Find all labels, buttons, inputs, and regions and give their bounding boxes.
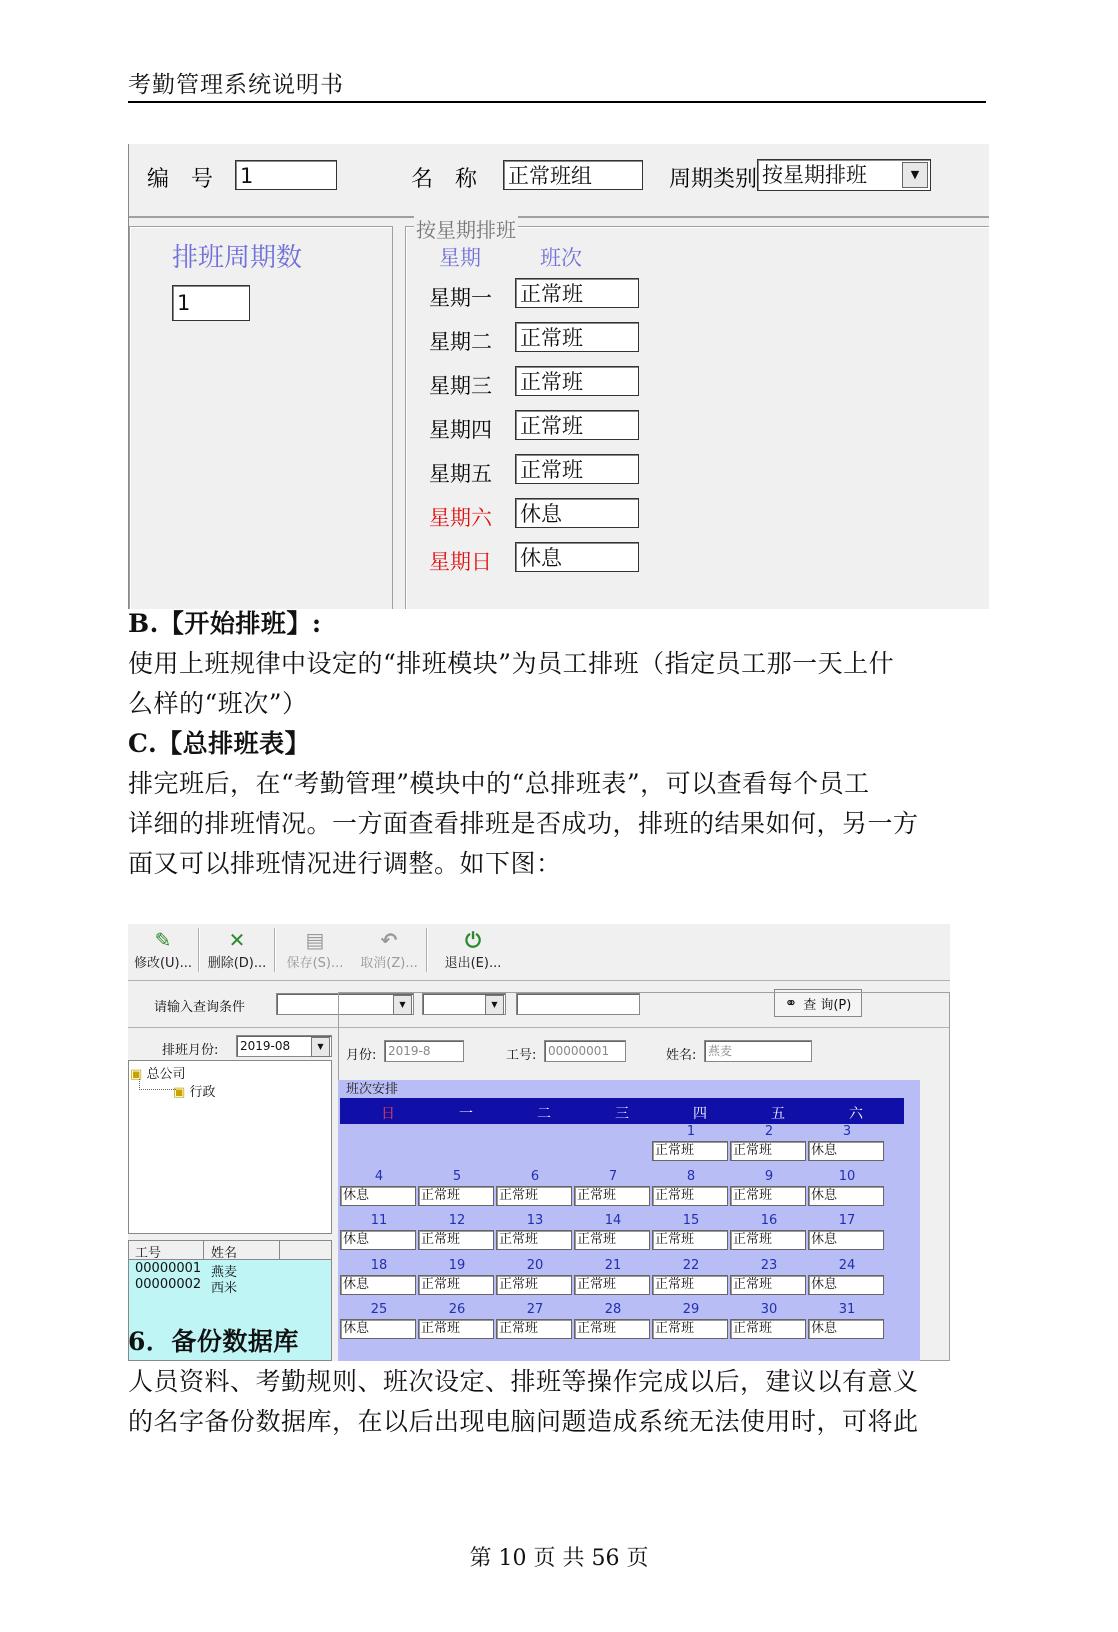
calendar-shift-cell[interactable]: 休息 xyxy=(340,1186,416,1206)
weekday-header-cell: 一 xyxy=(459,1106,473,1122)
save-icon: ▤ xyxy=(305,928,325,952)
weekday-header-cell: 四 xyxy=(693,1106,707,1122)
calendar xyxy=(338,1080,920,1361)
month-select[interactable] xyxy=(236,1035,332,1057)
emp-id: 00000001 xyxy=(135,1261,202,1276)
col-shift-header: 班次 xyxy=(540,246,582,270)
para-c-line3: 面又可以排班情况进行调整。如下图： xyxy=(128,849,562,878)
emp-name: 西米 xyxy=(211,1281,238,1296)
calendar-day-number: 26 xyxy=(448,1302,466,1317)
tree-node-child[interactable] xyxy=(173,1081,215,1100)
calendar-shift-cell[interactable]: 正常班 xyxy=(730,1319,806,1339)
calendar-shift-cell[interactable]: 正常班 xyxy=(496,1186,572,1206)
calendar-shift-cell[interactable]: 正常班 xyxy=(652,1141,728,1161)
col-emp-name[interactable]: 姓名 xyxy=(211,1246,238,1261)
tree-root-label: 总公司 xyxy=(146,1067,186,1082)
calendar-shift-cell[interactable]: 正常班 xyxy=(418,1230,494,1250)
edit-icon: ✎ xyxy=(154,928,172,952)
calendar-day-number: 24 xyxy=(838,1257,856,1273)
calendar-shift-cell[interactable]: 休息 xyxy=(340,1230,416,1250)
calendar-shift-cell[interactable]: 正常班 xyxy=(574,1186,650,1206)
emp-name: 燕麦 xyxy=(211,1265,238,1280)
calendar-day-number: 13 xyxy=(526,1213,544,1228)
calendar-day-number: 11 xyxy=(370,1213,388,1228)
power-icon: ⏻ xyxy=(465,928,481,952)
toolbar-edit-button[interactable] xyxy=(128,928,198,976)
col-divider xyxy=(279,1241,280,1259)
folder-icon: ▣ xyxy=(173,1085,186,1100)
name-input[interactable]: 正常班组 xyxy=(503,160,643,190)
weekday-label: 星期一 xyxy=(429,286,492,310)
toolbar-undo-button[interactable] xyxy=(354,928,424,976)
calendar-day-number: 20 xyxy=(526,1257,544,1273)
chevron-down-icon[interactable]: ▼ xyxy=(311,1037,330,1057)
weekday-header-cell: 五 xyxy=(771,1106,785,1122)
toolbar-delete-button[interactable] xyxy=(202,928,272,976)
info-name-field: 燕麦 xyxy=(704,1040,812,1062)
weekday-header-cell: 三 xyxy=(615,1106,629,1122)
calendar-day-number: 7 xyxy=(608,1168,618,1184)
cycle-type-value: 按星期排班 xyxy=(762,163,867,187)
folder-icon: ▣ xyxy=(130,1067,143,1082)
weekly-schedule-group-title: 按星期排班 xyxy=(414,214,518,243)
toolbar-button-label: 删除(D)... xyxy=(207,956,267,971)
delete-icon: ✕ xyxy=(228,928,246,952)
shift-input[interactable]: 正常班 xyxy=(515,322,639,352)
shift-input[interactable]: 休息 xyxy=(515,542,639,572)
calendar-shift-cell[interactable]: 正常班 xyxy=(418,1275,494,1295)
toolbar-separator xyxy=(198,928,200,972)
calendar-shift-cell[interactable]: 休息 xyxy=(808,1186,884,1206)
toolbar-button-label: 修改(U)... xyxy=(133,956,193,971)
cycle-type-select[interactable] xyxy=(757,159,931,191)
doc-header-title: 考勤管理系统说明书 xyxy=(128,72,344,98)
calendar-shift-cell[interactable]: 休息 xyxy=(340,1319,416,1339)
calendar-shift-cell[interactable]: 休息 xyxy=(808,1141,884,1161)
chevron-down-icon[interactable]: ▼ xyxy=(393,995,412,1015)
cycle-count-panel xyxy=(129,226,393,609)
shift-input[interactable]: 正常班 xyxy=(515,410,639,440)
heading-6: 6．备份数据库 xyxy=(128,1327,299,1356)
calendar-shift-cell[interactable]: 正常班 xyxy=(496,1319,572,1339)
weekday-header-cell: 六 xyxy=(849,1106,863,1122)
chevron-down-icon[interactable]: ▼ xyxy=(485,995,504,1015)
shift-input[interactable]: 正常班 xyxy=(515,454,639,484)
toolbar-save-button[interactable] xyxy=(280,928,350,976)
table-row[interactable] xyxy=(129,1277,329,1296)
para-b-line1: 使用上班规律中设定的“排班模块”为员工排班（指定员工那一天上什 xyxy=(128,649,895,678)
heading-c: C.【总排班表】 xyxy=(128,729,311,758)
employee-list-header xyxy=(129,1241,331,1260)
calendar-day-number: 14 xyxy=(604,1213,622,1228)
col-day-header: 星期 xyxy=(439,246,481,270)
table-row[interactable] xyxy=(129,1261,329,1280)
calendar-day-number: 2 xyxy=(764,1124,774,1139)
toolbar-button-label: 保存(S)... xyxy=(286,956,344,971)
weekday-header-cell: 日 xyxy=(381,1106,395,1122)
para-6-line1: 人员资料、考勤规则、班次设定、排班等操作完成以后，建议以有意义 xyxy=(128,1367,919,1396)
weekday-label: 星期五 xyxy=(429,462,492,486)
calendar-shift-cell[interactable]: 正常班 xyxy=(496,1275,572,1295)
weekday-label: 星期六 xyxy=(429,506,492,530)
query-button-label: 查 询(P) xyxy=(803,997,852,1013)
tree-connector xyxy=(139,1079,176,1090)
calendar-day-number: 19 xyxy=(448,1257,466,1273)
calendar-shift-cell[interactable]: 正常班 xyxy=(730,1141,806,1161)
calendar-day-number: 23 xyxy=(760,1257,778,1273)
weekday-label: 星期二 xyxy=(429,330,492,354)
calendar-shift-cell[interactable]: 休息 xyxy=(808,1319,884,1339)
calendar-group-title: 班次安排 xyxy=(346,1082,399,1097)
calendar-day-number: 25 xyxy=(370,1302,388,1317)
calendar-day-number: 1 xyxy=(686,1124,696,1139)
shift-input[interactable]: 正常班 xyxy=(515,366,639,396)
calendar-shift-cell[interactable]: 正常班 xyxy=(730,1230,806,1250)
query-label: 请输入查询条件 xyxy=(154,1000,246,1015)
month-label: 排班月份: xyxy=(162,1043,219,1058)
calendar-shift-cell[interactable]: 休息 xyxy=(340,1275,416,1295)
org-tree xyxy=(128,1060,332,1234)
weekly-schedule-group xyxy=(405,226,989,609)
calendar-day-number: 18 xyxy=(370,1257,388,1273)
calendar-day-number: 27 xyxy=(526,1302,544,1317)
weekday-label: 星期四 xyxy=(429,418,492,442)
para-b-line2: 么样的“班次”） xyxy=(128,689,308,718)
para-6-line2: 的名字备份数据库，在以后出现电脑问题造成系统无法使用时，可将此 xyxy=(128,1407,919,1436)
month-value: 2019-08 xyxy=(240,1039,291,1053)
heading-b: B.【开始排班】: xyxy=(128,609,322,638)
calendar-shift-cell[interactable]: 正常班 xyxy=(418,1186,494,1206)
calendar-day-number: 17 xyxy=(838,1213,856,1228)
calendar-day-number: 29 xyxy=(682,1302,700,1317)
toolbar-separator xyxy=(426,928,428,972)
calendar-day-number: 3 xyxy=(842,1124,852,1139)
calendar-day-number: 6 xyxy=(530,1168,540,1184)
binoculars-icon: ⚭ xyxy=(784,994,798,1012)
weekday-header-cell: 二 xyxy=(537,1106,551,1122)
calendar-day-number: 28 xyxy=(604,1302,622,1317)
calendar-shift-cell[interactable]: 正常班 xyxy=(730,1186,806,1206)
calendar-shift-cell[interactable]: 正常班 xyxy=(574,1230,650,1250)
header-rule xyxy=(128,101,986,103)
info-month-field: 2019-8 xyxy=(384,1040,464,1062)
cycle-count-label: 排班周期数 xyxy=(172,243,303,273)
calendar-shift-cell[interactable]: 正常班 xyxy=(652,1275,728,1295)
toolbar-button-label: 取消(Z)... xyxy=(360,956,418,971)
weekday-label: 星期日 xyxy=(429,550,492,574)
id-input[interactable]: 1 xyxy=(235,160,337,190)
calendar-day-number: 15 xyxy=(682,1213,700,1228)
id-label: 编 号 xyxy=(147,167,214,192)
page-footer: 第 10 页 共 56 页 xyxy=(469,1546,649,1571)
calendar-day-number: 8 xyxy=(686,1168,696,1184)
shift-group-form xyxy=(128,144,989,609)
calendar-day-number: 30 xyxy=(760,1302,778,1317)
calendar-day-number: 16 xyxy=(760,1213,778,1228)
toolbar-separator xyxy=(274,928,276,972)
calendar-shift-cell[interactable]: 正常班 xyxy=(730,1275,806,1295)
calendar-day-number: 21 xyxy=(604,1257,622,1273)
col-divider xyxy=(203,1241,204,1259)
calendar-shift-cell[interactable]: 休息 xyxy=(808,1230,884,1250)
shift-input[interactable]: 正常班 xyxy=(515,278,639,308)
toolbar-power-button[interactable] xyxy=(438,928,508,976)
weekday-label: 星期三 xyxy=(429,374,492,398)
toolbar xyxy=(128,924,950,981)
emp-id: 00000002 xyxy=(135,1277,202,1292)
shift-input[interactable]: 休息 xyxy=(515,498,639,528)
toolbar-button-label: 退出(E)... xyxy=(444,956,502,971)
schedule-window xyxy=(128,924,950,1361)
calendar-day-number: 4 xyxy=(374,1168,384,1184)
para-c-line2: 详细的排班情况。一方面查看排班是否成功，排班的结果如何，另一方 xyxy=(128,809,919,838)
cycle-count-input[interactable]: 1 xyxy=(172,285,250,321)
info-id-field: 00000001 xyxy=(544,1040,626,1062)
calendar-day-number: 10 xyxy=(838,1168,856,1184)
calendar-day-number: 12 xyxy=(448,1213,466,1228)
calendar-day-number: 9 xyxy=(764,1168,774,1184)
calendar-shift-cell[interactable]: 休息 xyxy=(808,1275,884,1295)
calendar-day-number: 22 xyxy=(682,1257,700,1273)
info-month-label: 月份: xyxy=(346,1048,377,1063)
calendar-shift-cell[interactable]: 正常班 xyxy=(652,1186,728,1206)
name-label: 名 称 xyxy=(411,167,478,192)
info-name-label: 姓名: xyxy=(666,1048,697,1063)
calendar-shift-cell[interactable]: 正常班 xyxy=(574,1319,650,1339)
calendar-shift-cell[interactable]: 正常班 xyxy=(652,1319,728,1339)
weekday-header xyxy=(340,1098,904,1124)
calendar-shift-cell[interactable]: 正常班 xyxy=(652,1230,728,1250)
calendar-shift-cell[interactable]: 正常班 xyxy=(418,1319,494,1339)
undo-icon: ↶ xyxy=(380,928,398,952)
cycle-type-label: 周期类别 xyxy=(669,167,758,192)
col-emp-id[interactable]: 工号 xyxy=(135,1246,162,1261)
calendar-shift-cell[interactable]: 正常班 xyxy=(496,1230,572,1250)
chevron-down-icon[interactable]: ▼ xyxy=(902,162,928,188)
form-top-bar xyxy=(129,144,989,218)
calendar-day-number: 31 xyxy=(838,1302,856,1317)
tree-child-label: 行政 xyxy=(189,1085,216,1100)
info-id-label: 工号: xyxy=(506,1048,537,1063)
para-c-line1: 排完班后，在“考勤管理”模块中的“总排班表”，可以查看每个员工 xyxy=(128,769,870,798)
calendar-shift-cell[interactable]: 正常班 xyxy=(574,1275,650,1295)
calendar-day-number: 5 xyxy=(452,1168,462,1184)
